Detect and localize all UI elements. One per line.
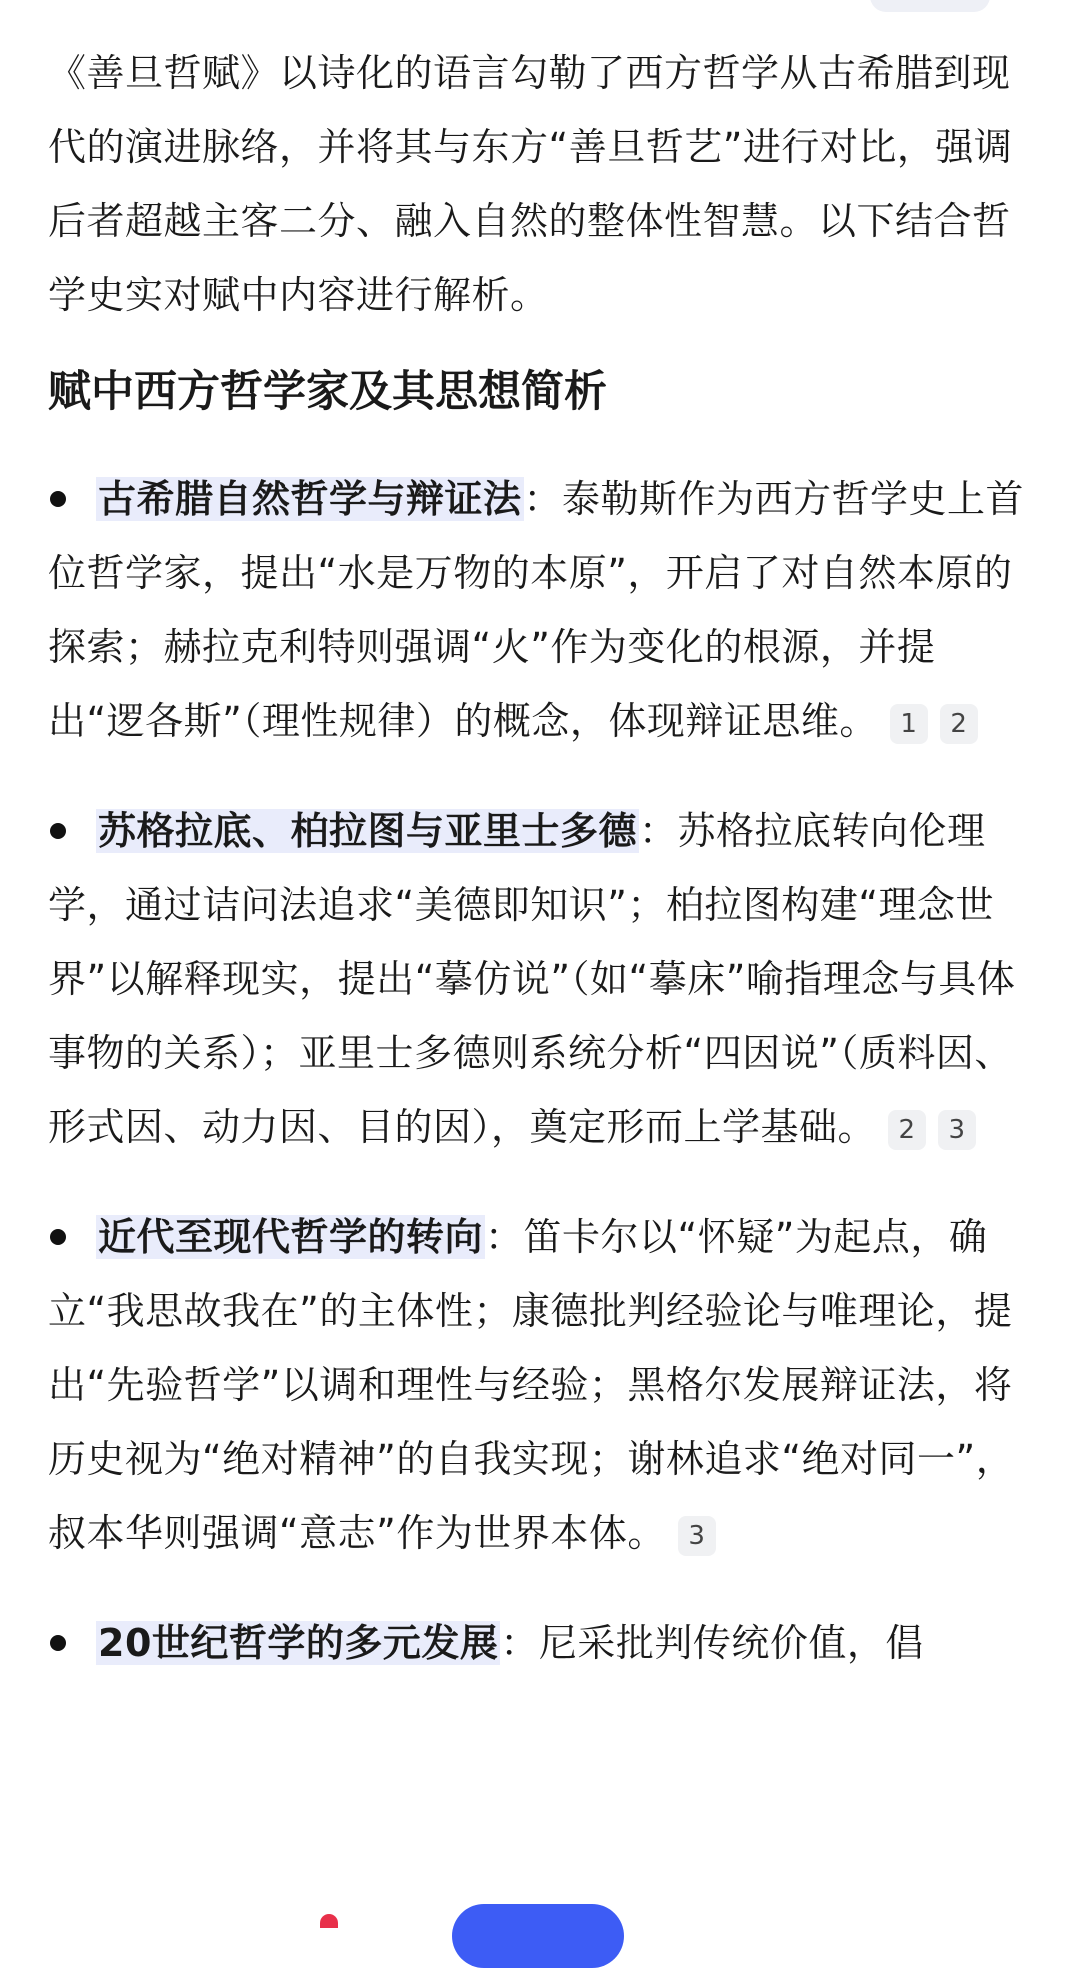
bottom-toolbar <box>0 1898 1080 1928</box>
notification-dot-icon <box>320 1914 338 1928</box>
bullet-icon <box>50 1229 66 1245</box>
primary-action-button[interactable] <box>452 1904 624 1968</box>
item-body: ：泰勒斯作为西方哲学史上首位哲学家，提出“水是万物的本原”，开启了对自然本原的探索；赫拉克利特则强调“火”作为变化的根源，并提出“逻各斯”（理性规律）的概念，体现辩证思维。 <box>48 477 1025 743</box>
list-item <box>48 1606 1032 1680</box>
answer-content <box>48 36 1032 1716</box>
item-body: ：苏格拉底转向伦理学，通过诘问法追求“美德即知识”；柏拉图构建“理念世界”以解释现实，提出“摹仿说”（如“摹床”喻指理念与具体事物的关系）；亚里士多德则系统分析“四因说”（质料因、形式因、动力因、目的因），奠定形而上学基础。 <box>48 809 1016 1149</box>
citation-badge[interactable]: 3 <box>678 1516 716 1556</box>
item-title: 20世纪哲学的多元发展 <box>98 1621 499 1665</box>
section-heading: 赋中西方哲学家及其思想简析 <box>48 367 607 417</box>
list-item <box>48 794 1032 1164</box>
citation-badge[interactable]: 1 <box>890 704 928 744</box>
list-item <box>48 462 1032 758</box>
bullet-icon <box>50 1635 66 1651</box>
item-body: ：尼采批判传统价值，倡 <box>500 1621 924 1665</box>
philosopher-list <box>48 462 1032 1680</box>
item-title: 苏格拉底、柏拉图与亚里士多德 <box>98 809 638 853</box>
top-pill-button[interactable] <box>870 0 990 12</box>
citation-badge[interactable]: 3 <box>938 1110 976 1150</box>
citation-badge[interactable]: 2 <box>888 1110 926 1150</box>
item-body: ：笛卡尔以“怀疑”为起点，确立“我思故我在”的主体性；康德批判经验论与唯理论，提出“先验哲学”以调和理性与经验；黑格尔发展辩证法，将历史视为“绝对精神”的自我实现；谢林追求“绝对同一”，叔本华则强调“意志”作为世界本体。 <box>48 1215 1015 1555</box>
bullet-icon <box>50 491 66 507</box>
bullet-icon <box>50 823 66 839</box>
list-item <box>48 1200 1032 1570</box>
item-title: 近代至现代哲学的转向 <box>98 1215 484 1259</box>
citation-badge[interactable]: 2 <box>940 704 978 744</box>
item-title: 古希腊自然哲学与辩证法 <box>98 477 522 521</box>
intro-paragraph: 《善旦哲赋》以诗化的语言勾勒了西方哲学从古希腊到现代的演进脉络，并将其与东方“善旦哲艺”进行对比，强调后者超越主客二分、融入自然的整体性智慧。以下结合哲学史实对赋中内容进行解析。 <box>48 51 1013 317</box>
